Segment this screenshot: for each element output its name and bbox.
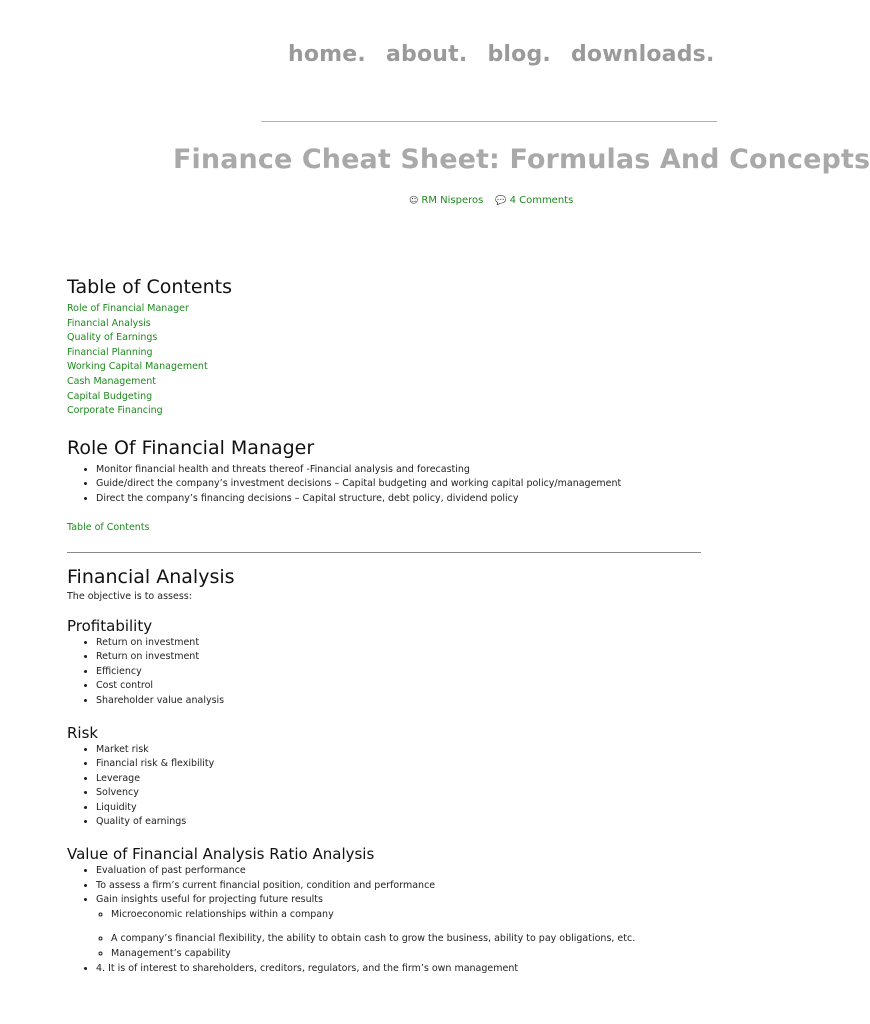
toc-link[interactable]: Quality of Earnings <box>67 332 158 344</box>
list-item: • Monitor financial health and threats thereof -Financial analysis and forecasting <box>96 463 707 478</box>
post-title: Finance Cheat Sheet: Formulas And Concepts <box>173 144 870 175</box>
list-item: • Guide/direct the company’s investment decisions – Capital budgeting and working capital policy/management <box>96 477 707 492</box>
list-item: • Efficiency <box>96 665 707 680</box>
sub-list-item: ◦ A company’s financial flexibility, the ability to obtain cash to grow the business, ability to pay obligations, etc. <box>111 932 707 947</box>
list-item: • Shareholder value analysis <box>96 694 707 709</box>
value-list <box>67 864 707 976</box>
toc-item <box>67 375 707 390</box>
list-item: • Financial risk & flexibility <box>96 757 707 772</box>
list-item: • Solvency <box>96 786 707 801</box>
user-icon: ☺ <box>409 196 419 206</box>
role-heading: Role Of Financial Manager <box>67 436 315 459</box>
analysis-heading: Financial Analysis <box>67 565 235 588</box>
list-item: • Direct the company’s financing decisions – Capital structure, debt policy, dividend policy <box>96 492 707 507</box>
toc-link[interactable]: Working Capital Management <box>67 361 208 373</box>
toc-heading: Table of Contents <box>67 276 232 298</box>
risk-heading: Risk <box>67 723 99 742</box>
list-item: • Return on investment <box>96 650 707 665</box>
sub-list <box>96 932 707 961</box>
list-item <box>96 893 707 961</box>
profitability-heading: Profitability <box>67 616 153 635</box>
toc-link[interactable]: Capital Budgeting <box>67 390 153 402</box>
toc-list <box>67 302 707 419</box>
toc-link[interactable]: Role of Financial Manager <box>67 303 189 314</box>
risk-list <box>67 743 707 831</box>
list-item: • Market risk <box>96 743 707 758</box>
list-item: • Liquidity <box>96 801 707 816</box>
post-content <box>67 274 707 976</box>
list-item-text: Gain insights useful for projecting future results <box>96 894 323 906</box>
toc-item <box>67 346 707 361</box>
comments-block <box>495 195 573 206</box>
sub-list-item: ◦ Management’s capability <box>111 947 707 962</box>
value-heading: Value of Financial Analysis Ratio Analysis <box>67 845 375 864</box>
nav-home[interactable]: home. <box>288 42 366 67</box>
toc-item <box>67 331 707 346</box>
list-item: • Return on investment <box>96 636 707 651</box>
role-list <box>67 463 707 507</box>
section-divider <box>67 552 701 553</box>
toc-link[interactable]: Financial Planning <box>67 346 153 358</box>
main-nav <box>288 42 715 67</box>
back-to-toc-link[interactable]: Table of Contents <box>67 521 150 533</box>
nav-blog[interactable]: blog. <box>487 42 551 67</box>
author-link[interactable]: RM Nisperos <box>421 195 484 206</box>
comment-icon: 💬 <box>495 196 507 206</box>
list-item: • To assess a firm’s current financial position, condition and performance <box>96 879 707 894</box>
toc-item <box>67 302 707 317</box>
toc-link[interactable]: Corporate Financing <box>67 405 163 417</box>
author-block <box>409 195 483 206</box>
list-item: • Quality of earnings <box>96 815 707 830</box>
list-item: • Evaluation of past performance <box>96 864 707 879</box>
toc-link[interactable]: Financial Analysis <box>67 317 151 329</box>
profitability-list <box>67 636 707 709</box>
toc-item <box>67 390 707 405</box>
nav-downloads[interactable]: downloads. <box>570 42 715 67</box>
analysis-intro: The objective is to assess: <box>67 590 192 602</box>
nav-about[interactable]: about. <box>385 42 468 67</box>
list-item: • Leverage <box>96 772 707 787</box>
toc-item <box>67 360 707 375</box>
post-meta <box>409 195 573 206</box>
toc-link[interactable]: Cash Management <box>67 375 157 387</box>
toc-item <box>67 317 707 332</box>
list-item: • 4. It is of interest to shareholders, creditors, regulators, and the firm’s own management <box>96 962 707 977</box>
sub-list <box>96 908 707 923</box>
nav-divider <box>261 121 717 122</box>
sub-list-item: ◦ Microeconomic relationships within a company <box>111 908 707 923</box>
comments-link[interactable]: 4 Comments <box>509 195 574 206</box>
toc-item <box>67 404 707 419</box>
list-item: • Cost control <box>96 679 707 694</box>
